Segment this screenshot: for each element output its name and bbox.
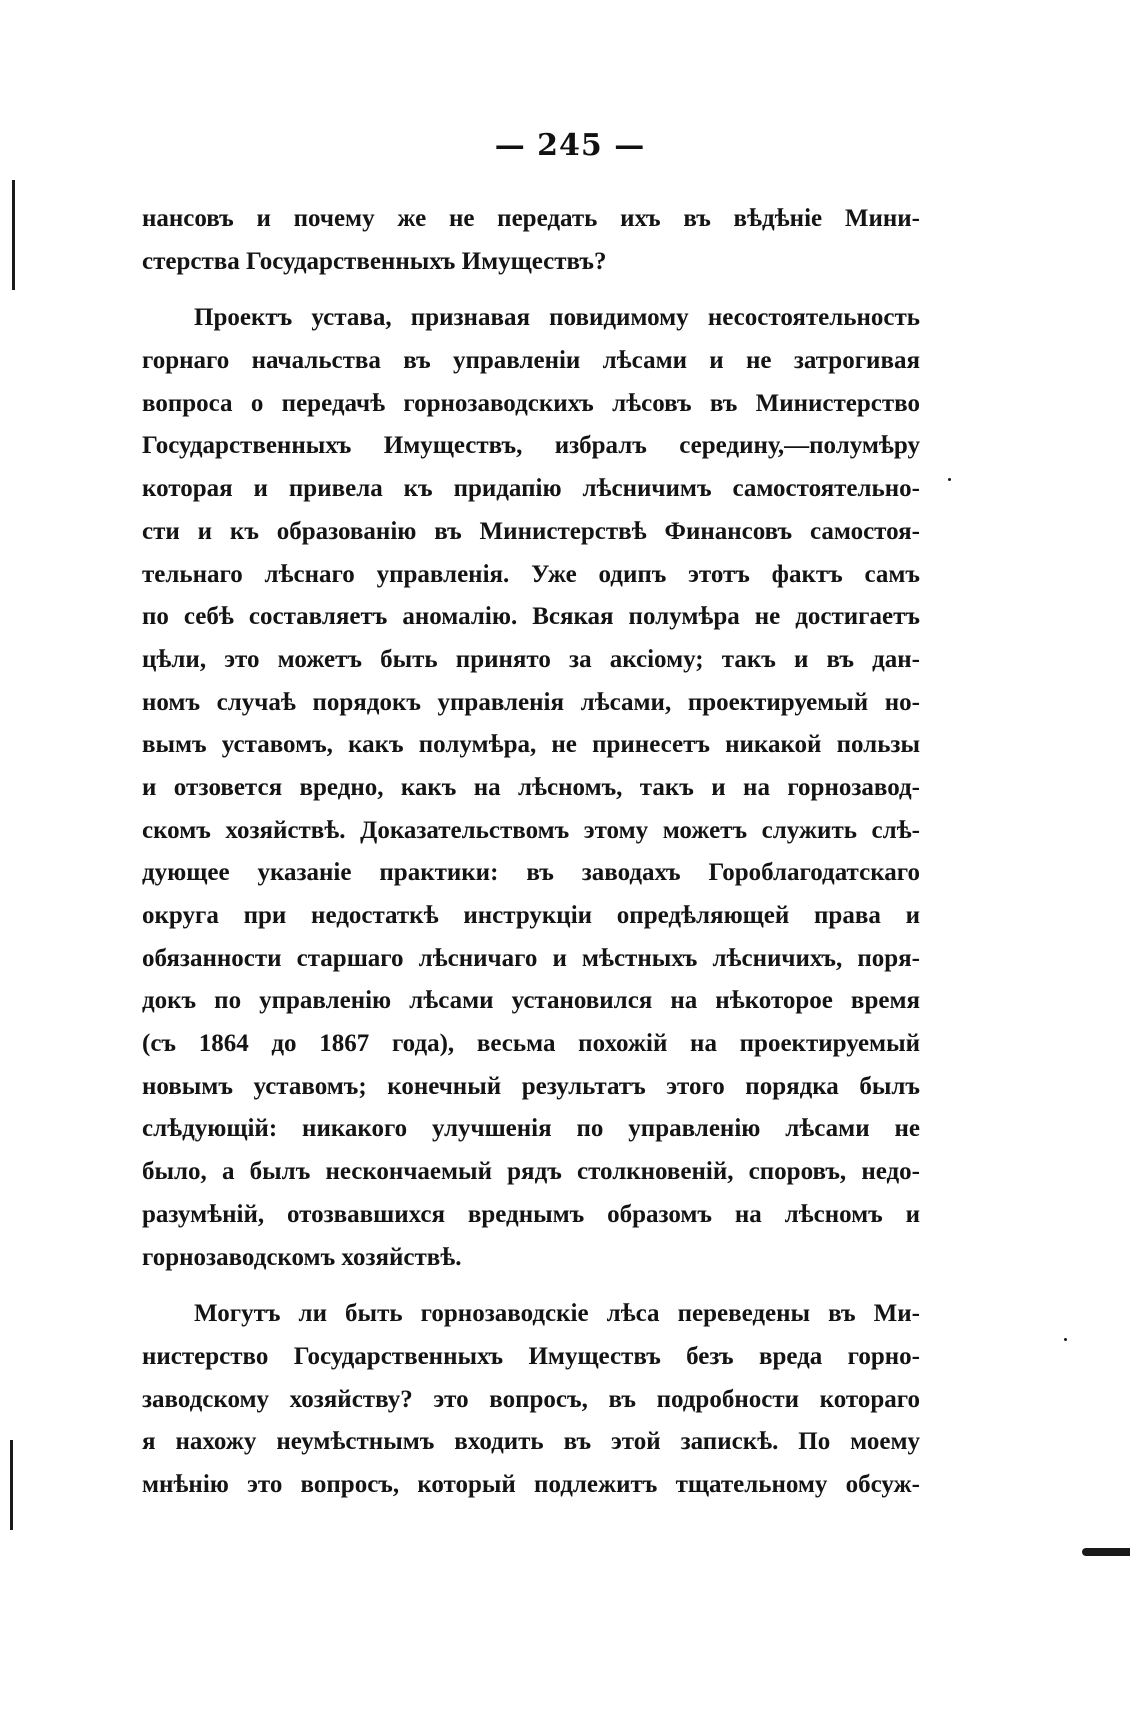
text-line: цѣли, это можетъ быть принято за аксіому; такъ и въ дан- bbox=[142, 645, 920, 673]
text-line: мнѣнію это вопросъ, который подлежитъ тщательному обсуж- bbox=[142, 1470, 920, 1498]
paragraph-2 bbox=[142, 297, 920, 1279]
text-line: нистерство Государственныхъ Имуществъ безъ вреда горно- bbox=[142, 1342, 920, 1370]
text-line: стерства Государственныхъ Имуществъ? bbox=[142, 247, 607, 275]
text-line: разумѣній, отозвавшихся вреднымъ образомъ на лѣсномъ и bbox=[142, 1200, 920, 1228]
page-number: — 245 — bbox=[494, 128, 646, 163]
text-line: новымъ уставомъ; конечный результатъ этого порядка былъ bbox=[142, 1072, 920, 1100]
text-line: Государственныхъ Имуществъ, избралъ середину,—полумѣру bbox=[142, 432, 920, 460]
scan-speck bbox=[1064, 1338, 1067, 1341]
text-line: я нахожу неумѣстнымъ входить въ этой запискѣ. По моему bbox=[142, 1428, 920, 1456]
text-line: скомъ хозяйствѣ. Доказательствомъ этому можетъ служить слѣ- bbox=[142, 816, 920, 844]
text-line: сти и къ образованію въ Министерствѣ Финансовъ самостоя- bbox=[142, 517, 920, 545]
scan-smudge bbox=[1082, 1548, 1130, 1556]
text-line: нансовъ и почему же не передать ихъ въ вѣдѣніе Мини- bbox=[142, 205, 920, 232]
text-line: заводскому хозяйству? это вопросъ, въ подробности котораго bbox=[142, 1385, 920, 1413]
text-line: было, а былъ нескончаемый рядъ столкновеній, споровъ, недо- bbox=[142, 1158, 920, 1186]
text-line: горнозаводскомъ хозяйствѣ. bbox=[142, 1243, 462, 1271]
text-line: обязанности старшаго лѣсничаго и мѣстныхъ лѣсничихъ, поря- bbox=[142, 944, 920, 972]
text-line: которая и привела къ придапію лѣсничимъ самостоятельно- bbox=[142, 475, 920, 503]
text-line: номъ случаѣ порядокъ управленія лѣсами, проектируемый но- bbox=[142, 688, 920, 716]
text-line: вымъ уставомъ, какъ полумѣра, не принесетъ никакой пользы bbox=[142, 731, 920, 759]
body-text bbox=[142, 198, 920, 1507]
text-line: горнаго начальства въ управленіи лѣсами и не затрогивая bbox=[142, 347, 920, 375]
text-line: докъ по управленію лѣсами установился на нѣкоторое время bbox=[142, 987, 920, 1015]
text-line: слѣдующій: никакого улучшенія по управленію лѣсами не bbox=[142, 1115, 920, 1143]
text-line: тельнаго лѣснаго управленія. Уже одипъ этотъ фактъ самъ bbox=[142, 560, 920, 588]
scan-speck bbox=[948, 478, 951, 481]
scan-edge-mark bbox=[10, 1440, 13, 1530]
text-line: Могутъ ли быть горнозаводскіе лѣса переведены въ Ми- bbox=[194, 1300, 920, 1328]
text-line: вопроса о передачѣ горнозаводскихъ лѣсовъ въ Министерство bbox=[142, 389, 920, 417]
text-line: Проектъ устава, признавая повидимому несостоятельность bbox=[194, 304, 920, 332]
text-line: по себѣ составляетъ аномалію. Всякая полумѣра не достигаетъ bbox=[142, 603, 920, 631]
text-line: дующее указаніе практики: въ заводахъ Гороблагодатскаго bbox=[142, 859, 920, 887]
scan-edge-mark bbox=[12, 180, 15, 290]
text-line: (съ 1864 до 1867 года), весьма похожій на проектируемый bbox=[142, 1030, 920, 1058]
text-line: и отзовется вредно, какъ на лѣсномъ, такъ и на горнозавод- bbox=[142, 773, 920, 801]
paragraph-3 bbox=[142, 1293, 920, 1506]
paragraph-1 bbox=[142, 198, 920, 283]
text-line: округа при недостаткѣ инструкціи опредѣляющей права и bbox=[142, 902, 920, 929]
